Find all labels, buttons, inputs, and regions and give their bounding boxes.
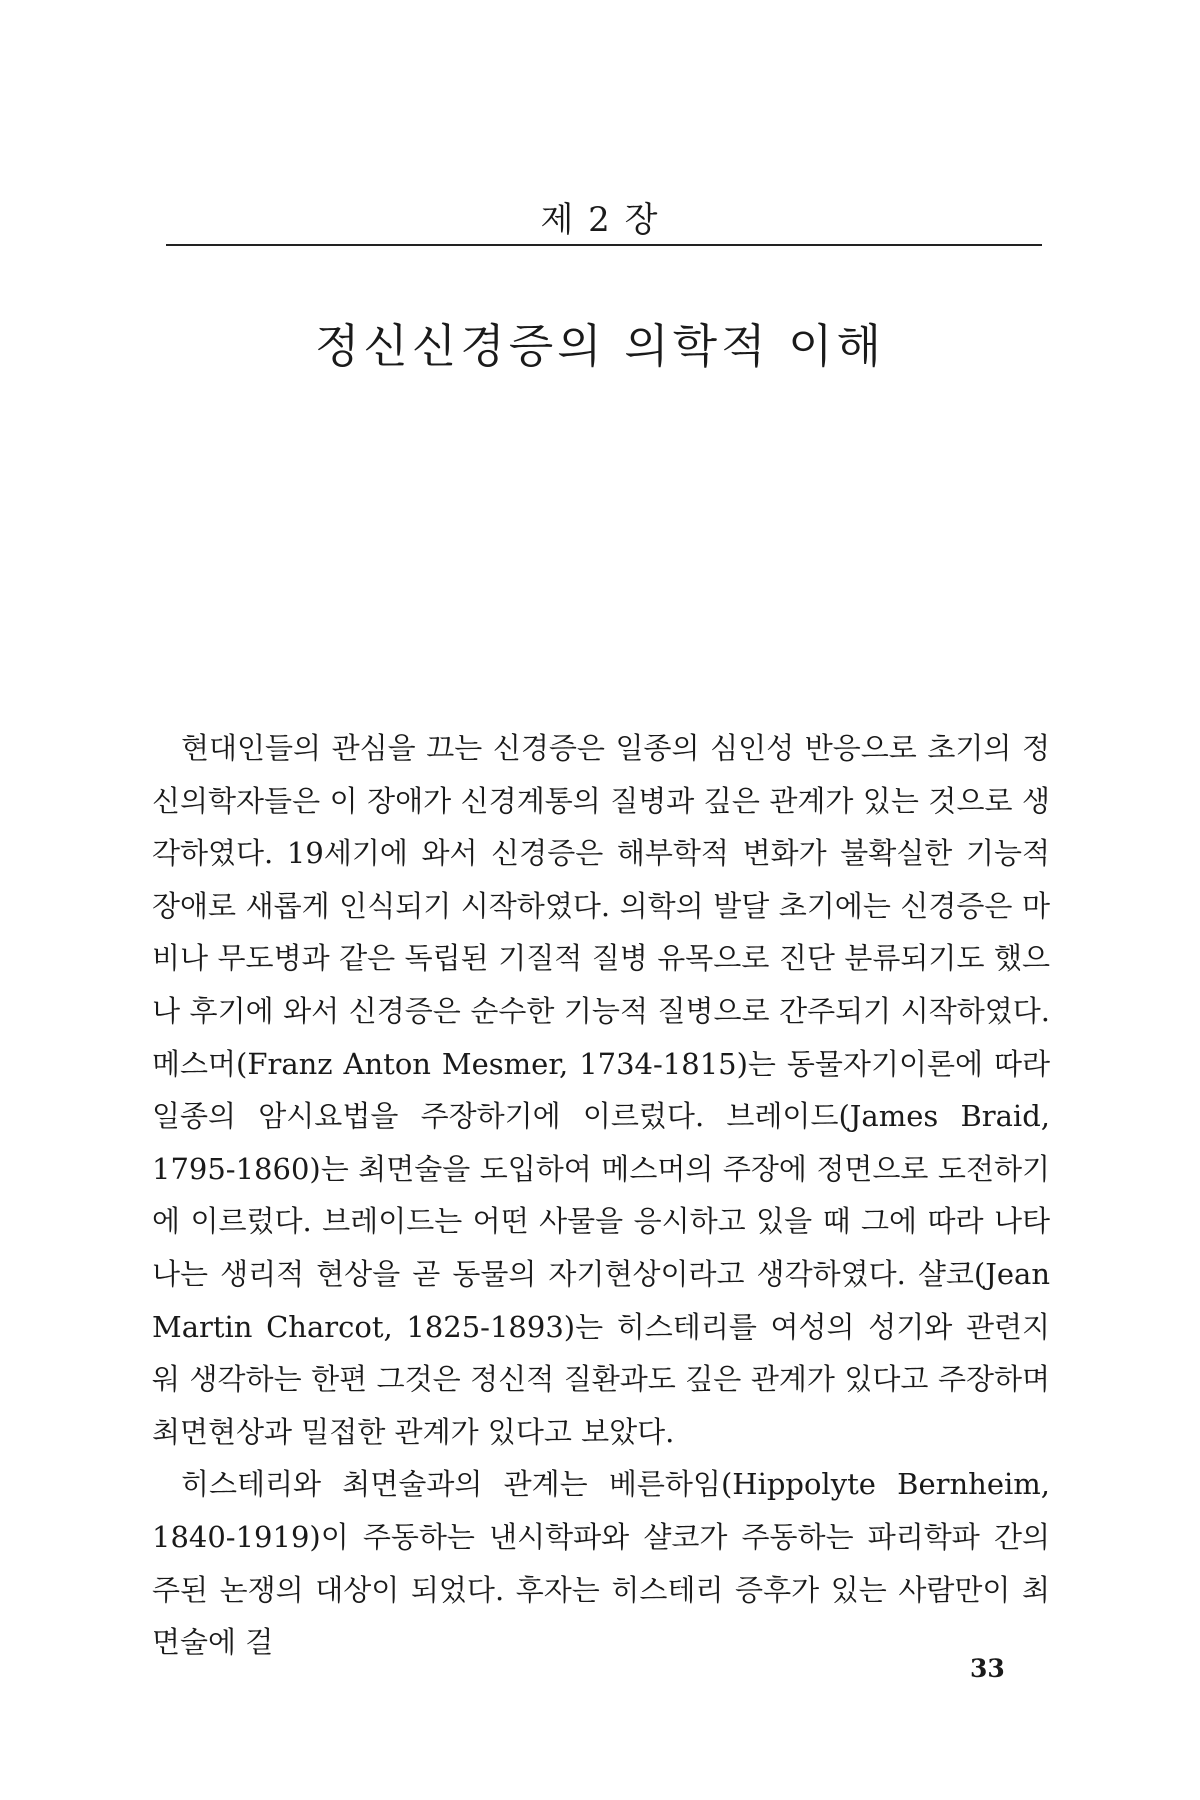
chapter-divider — [166, 244, 1042, 246]
chapter-title: 정신신경증의 의학적 이해 — [314, 319, 886, 373]
paragraph-1: 현대인들의 관심을 끄는 신경증은 일종의 심인성 반응으로 초기의 정신의학자들은 이 장애가 신경계통의 질병과 깊은 관계가 있는 것으로 생각하였다. 19세기에 와서 신경증은 해부학적 변화가 불확실한 기능적 장애로 새롭게 인식되기 시작하였다. 의학의 발달 초기에는 신경증은 마비나 무도병과 같은 독립된 기질적 질병 유목으로 진단 분류되기도 했으나 후기에 와서 신경증은 순수한 기능적 질병으로 간주되기 시작하였다. 메스머(Franz Anton Mesmer, 1734-1815)는 동물자기이론에 따라 일종의 암시요법을 주장하기에 이르렀다. 브레이드(James Braid, 1795-1860)는 최면술을 도입하여 메스머의 주장에 정면으로 도전하기에 이르렀다. 브레이드는 어떤 사물을 응시하고 있을 때 그에 따라 나타나는 생리적 현상을 곧 동물의 자기현상이라고 생각하였다. 샬코(Jean Martin Charcot, 1825-1893)는 히스테리를 여성의 성기와 관련지워 생각하는 한편 그것은 정신적 질환과도 깊은 관계가 있다고 주장하며 최면현상과 밀접한 관계가 있다고 보았다. — [152, 731, 1050, 1449]
chapter-label: 제 2 장 — [540, 200, 660, 240]
body-text — [152, 722, 1050, 1669]
paragraph-2: 히스테리와 최면술과의 관계는 베른하임(Hippolyte Bernheim, 1840-1919)이 주동하는 낸시학파와 샬코가 주동하는 파리학파 간의 주된 논쟁의 대상이 되었다. 후자는 히스테리 증후가 있는 사람만이 최면술에 걸 — [152, 1467, 1050, 1660]
page-number: 33 — [970, 1654, 1005, 1683]
